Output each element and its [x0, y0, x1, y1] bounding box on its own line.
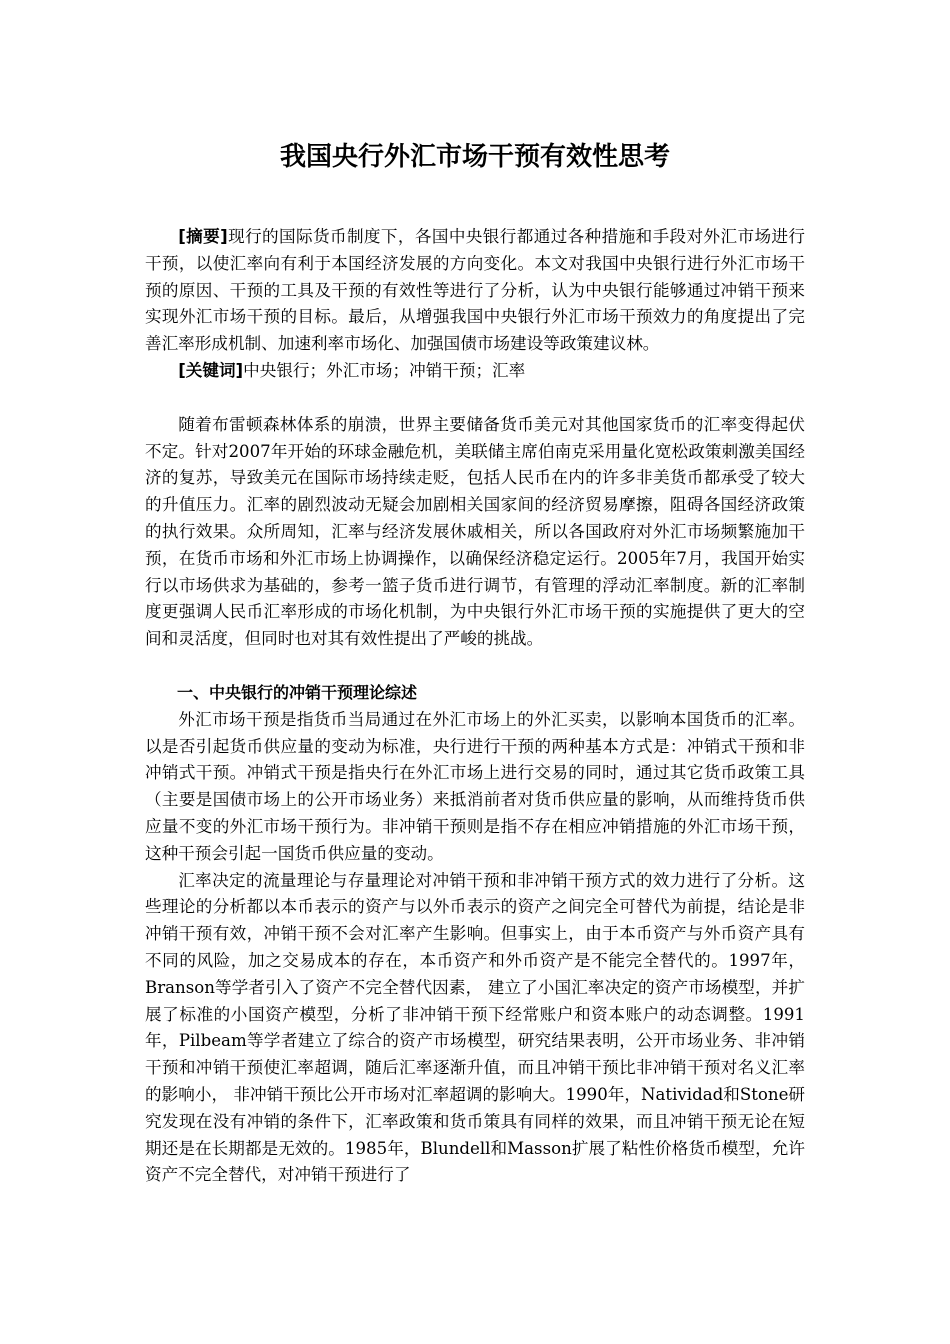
document-body — [145, 224, 805, 1189]
section-heading: 一、中央银行的冲销干预理论综述 — [177, 682, 418, 702]
document-title: 我国央行外汇市场干预有效性思考 — [279, 142, 670, 172]
paragraph-spacer — [145, 653, 805, 680]
body-paragraph: 外汇市场干预是指货币当局通过在外汇市场上的外汇买卖，以影响本国货币的汇率。以是否引起货币供应量的变动为标准，央行进行干预的两种基本方式是：冲销式干预和非冲销式干预。冲销式干预是指央行在外汇市场上进行交易的同时，通过其它货币政策工具（主要是国债市场上的公开市场业务）来抵消前者对货币供应量的影响，从而维持货币供应量不变的外汇市场干预行为。非冲销干预则是指不存在相应冲销措施的外汇市场干预，这种干预会引起一国货币供应量的变动。 — [145, 709, 805, 863]
keywords-label: [关键词] — [178, 360, 244, 380]
keywords-paragraph — [145, 358, 805, 385]
intro-paragraph: 随着布雷顿森林体系的崩溃，世界主要储备货币美元对其他国家货币的汇率变得起伏不定。针对2007年开始的环球金融危机，美联储主席伯南克采用量化宽松政策刺激美国经济的复苏，导致美元在国际市场持续走贬，包括人民币在内的许多非美货币都承受了较大的升值压力。汇率的剧烈波动无疑会加剧相关国家间的经济贸易摩擦，阻碍各国经济政策的执行效果。众所周知，汇率与经济发展休戚相关，所以各国政府对外汇市场频繁施加干预，在货币市场和外汇市场上协调操作，以确保经济稳定运行。2005年7月，我国开始实行以市场供求为基础的，参考一篮子货币进行调节，有管理的浮动汇率制度。新的汇率制度更强调人民币汇率形成的市场化机制，为中央银行外汇市场干预的实施提供了更大的空间和灵活度，但同时也对其有效性提出了严峻的挑战。 — [145, 414, 805, 649]
abstract-label: [摘要] — [178, 227, 228, 246]
body-paragraph: 汇率决定的流量理论与存量理论对冲销干预和非冲销干预方式的效力进行了分析。这些理论的分析都以本币表示的资产与以外币表示的资产之间完全可替代为前提，结论是非冲销干预有效，冲销干预不会对汇率产生影响。但事实上，由于本币资产与外币资产具有不同的风险，加之交易成本的存在，本币资产和外币资产是不能完全替代的。1997年，Branson等学者引入了资产不完全替代因素， 建立了小国汇率决定的资产市场模型，并扩展了标准的小国资产模型，分析了非冲销干预下经常账户和资本账户的动态调整。1991年，Pilbeam等学者建立了综合的资产市场模型，研究结果表明，公开市场业务、非冲销干预和冲销干预使汇率超调，随后汇率逐渐升值，而且冲销干预比非冲销干预对名义汇率的影响小， 非冲销干预比公开市场对汇率超调的影响大。1990年，Natividad和Stone研究发现在没有冲销的条件下，汇率政策和货币策具有同样的效果，而且冲销干预无论在短期还是在长期都是无效的。1985年，Blundell和Masson扩展了粘性价格货币模型，允许资产不完全替代，对冲销干预进行了 — [145, 870, 805, 1185]
paragraph-spacer — [145, 385, 805, 412]
abstract-paragraph — [145, 224, 805, 358]
keywords-text: 中央银行；外汇市场；冲销干预；汇率 — [243, 360, 526, 380]
abstract-text: 现行的国际货币制度下，各国中央银行都通过各种措施和手段对外汇市场进行干预，以使汇率向有利于本国经济发展的方向变化。本文对我国中央银行进行外汇市场干预的原因、干预的工具及干预的有效性等进行了分析，认为中央银行能够通过冲销干预来实现外汇市场干预的目标。最后，从增强我国中央银行外汇市场干预效力的角度提出了完善汇率形成机制、加速利率市场化、加强国债市场建设等政策建议林。 — [145, 227, 805, 354]
